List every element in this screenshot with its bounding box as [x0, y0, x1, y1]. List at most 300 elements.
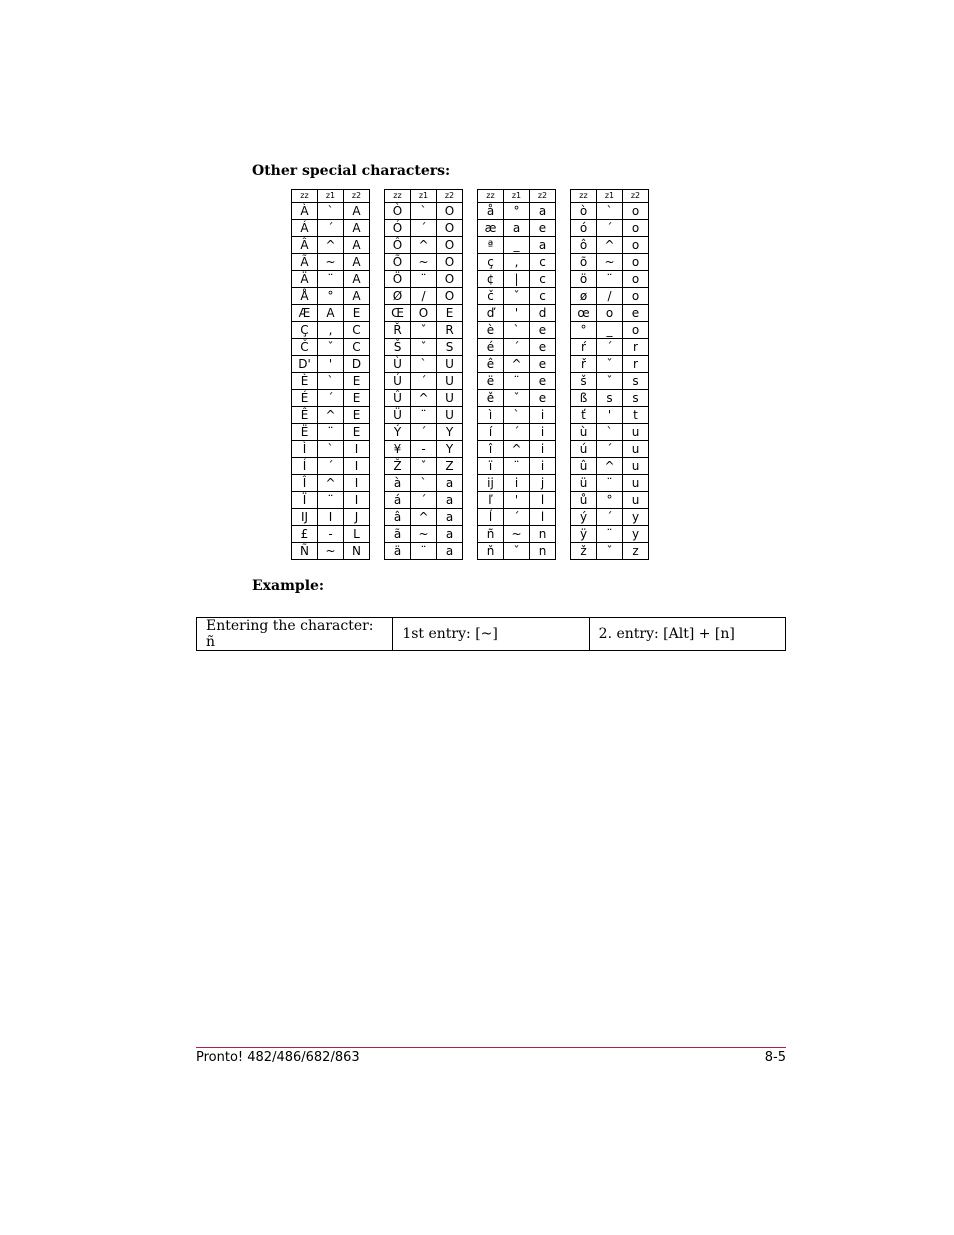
char-table-cell: d [530, 305, 556, 322]
char-table-cell: O [437, 254, 463, 271]
char-table-cell: õ [571, 254, 597, 271]
char-table-cell: z [623, 543, 649, 560]
char-table-row [292, 424, 370, 441]
char-table-row [292, 322, 370, 339]
char-table-cell: ď [478, 305, 504, 322]
char-table-cell: u [623, 475, 649, 492]
char-table-cell: S [437, 339, 463, 356]
char-table-cell: Ï [292, 492, 318, 509]
char-table-block-4 [570, 189, 649, 560]
char-table-cell: è [478, 322, 504, 339]
char-table-cell: ' [597, 407, 623, 424]
char-table-cell: Û [385, 390, 411, 407]
char-table-cell: À [292, 203, 318, 220]
char-table-cell: - [318, 526, 344, 543]
char-table-cell: ì [478, 407, 504, 424]
char-table-header-cell: z2 [437, 190, 463, 203]
char-table-cell: E [344, 373, 370, 390]
char-table-cell: | [504, 271, 530, 288]
char-table-row [478, 526, 556, 543]
char-table-cell: ¥ [385, 441, 411, 458]
char-table-row [478, 424, 556, 441]
char-table-cell: ij [478, 475, 504, 492]
char-table-cell: E [344, 305, 370, 322]
char-table-row [292, 373, 370, 390]
char-table-cell: a [530, 203, 556, 220]
char-table-row [385, 441, 463, 458]
char-table-row [385, 220, 463, 237]
char-table-cell: ' [504, 492, 530, 509]
char-table-row [385, 288, 463, 305]
char-table-cell: , [504, 254, 530, 271]
char-table-header-cell: z1 [597, 190, 623, 203]
char-table-row [385, 271, 463, 288]
char-table-cell: E [344, 390, 370, 407]
char-table-row [478, 458, 556, 475]
char-table-row [292, 220, 370, 237]
char-table-cell: D [344, 356, 370, 373]
char-table-cell: IJ [292, 509, 318, 526]
char-table-row [292, 288, 370, 305]
char-table-cell: ´ [504, 339, 530, 356]
char-table-cell: å [478, 203, 504, 220]
char-table-cell: ^ [597, 237, 623, 254]
char-table-cell: _ [597, 322, 623, 339]
char-table-cell: ê [478, 356, 504, 373]
char-table-cell: ÿ [571, 526, 597, 543]
char-table-cell: Y [437, 424, 463, 441]
char-table-row [292, 509, 370, 526]
char-table-cell: ° [571, 322, 597, 339]
char-table-cell: Ì [292, 441, 318, 458]
char-table-cell: c [530, 254, 556, 271]
char-table-cell: Ó [385, 220, 411, 237]
char-table-cell: È [292, 373, 318, 390]
char-table-row [571, 203, 649, 220]
char-table-row [478, 390, 556, 407]
char-table-cell: u [623, 492, 649, 509]
example-row [197, 618, 786, 651]
char-table-cell: ` [411, 475, 437, 492]
char-table-cell: ' [318, 356, 344, 373]
char-table-cell: Ô [385, 237, 411, 254]
char-table-cell: u [623, 441, 649, 458]
char-table-cell: Å [292, 288, 318, 305]
char-table-row [571, 407, 649, 424]
char-table-cell: Ø [385, 288, 411, 305]
char-table-cell: ť [571, 407, 597, 424]
char-table-row [478, 288, 556, 305]
char-table-cell: É [292, 390, 318, 407]
char-table-cell: i [530, 458, 556, 475]
char-table-cell: A [344, 288, 370, 305]
char-table-row [571, 509, 649, 526]
char-table-row [478, 407, 556, 424]
char-table-cell: ^ [318, 475, 344, 492]
char-table-row [292, 543, 370, 560]
char-table-cell: á [385, 492, 411, 509]
char-table-cell: a [437, 492, 463, 509]
char-table-header-cell: zz [571, 190, 597, 203]
char-table-cell: ø [571, 288, 597, 305]
char-table-row [292, 526, 370, 543]
char-table-cell: o [623, 254, 649, 271]
char-table-cell: U [437, 390, 463, 407]
char-table-cell: c [530, 271, 556, 288]
char-table-cell: Y [437, 441, 463, 458]
char-table-row [571, 288, 649, 305]
char-table-row [571, 475, 649, 492]
char-table-cell: Æ [292, 305, 318, 322]
char-table-cell: š [571, 373, 597, 390]
char-table-header-cell: z1 [504, 190, 530, 203]
char-table-row [292, 390, 370, 407]
char-table-cell: ~ [504, 526, 530, 543]
char-table-cell: ˇ [411, 339, 437, 356]
char-table-row [385, 237, 463, 254]
char-table-cell: é [478, 339, 504, 356]
char-table-cell: n [530, 526, 556, 543]
char-table-row [292, 407, 370, 424]
char-table-cell: ë [478, 373, 504, 390]
example-cell-first-entry: 1st entry: [~] [393, 618, 589, 651]
char-table-row [385, 373, 463, 390]
char-table-cell: ´ [597, 441, 623, 458]
char-table-cell: ŕ [571, 339, 597, 356]
char-table-cell: C [344, 339, 370, 356]
char-table-cell: Ä [292, 271, 318, 288]
char-table-row [292, 475, 370, 492]
char-table-cell: o [623, 271, 649, 288]
char-table-cell: e [623, 305, 649, 322]
char-table-cell: Ã [292, 254, 318, 271]
footer-product-name: Pronto! 482/486/682/863 [196, 1050, 360, 1065]
char-table-row [292, 458, 370, 475]
char-table-cell: ~ [318, 254, 344, 271]
char-table-cell: L [344, 526, 370, 543]
char-table-row [478, 305, 556, 322]
char-table-cell: ´ [597, 339, 623, 356]
char-table-cell: ~ [411, 526, 437, 543]
char-table-row [571, 220, 649, 237]
char-table-cell: ´ [411, 492, 437, 509]
char-table-cell: ˇ [504, 288, 530, 305]
char-table-row [571, 305, 649, 322]
char-table-cell: ˇ [597, 543, 623, 560]
char-table-row [292, 203, 370, 220]
char-table-cell: _ [504, 237, 530, 254]
char-table-header-cell: z2 [530, 190, 556, 203]
char-table-header-row [385, 190, 463, 203]
char-table-row [385, 509, 463, 526]
char-table-cell: I [344, 475, 370, 492]
char-table-cell: Š [385, 339, 411, 356]
char-table-cell: ß [571, 390, 597, 407]
char-table-cell: ` [597, 203, 623, 220]
char-table-cell: ˇ [411, 322, 437, 339]
char-table-cell: î [478, 441, 504, 458]
char-table-cell: ï [478, 458, 504, 475]
char-table-cell: Â [292, 237, 318, 254]
char-table-cell: e [530, 356, 556, 373]
char-table-row [478, 203, 556, 220]
char-table-cell: ´ [318, 220, 344, 237]
char-table-row [571, 271, 649, 288]
char-table-cell: ä [385, 543, 411, 560]
char-table-cell: ' [504, 305, 530, 322]
char-table-cell: o [623, 322, 649, 339]
char-table-cell: ´ [597, 220, 623, 237]
char-table-row [292, 441, 370, 458]
char-table-cell: ´ [411, 220, 437, 237]
char-table-row [385, 339, 463, 356]
char-table-row [571, 441, 649, 458]
example-table [196, 617, 786, 651]
char-table-row [571, 339, 649, 356]
char-table-row [385, 458, 463, 475]
char-table-cell: A [344, 220, 370, 237]
char-table-cell: ý [571, 509, 597, 526]
char-table-row [478, 492, 556, 509]
char-table-cell: ů [571, 492, 597, 509]
char-table-cell: ~ [411, 254, 437, 271]
char-table-cell: ´ [597, 509, 623, 526]
char-table-cell: t [623, 407, 649, 424]
char-table-cell: ô [571, 237, 597, 254]
char-table-cell: ´ [318, 458, 344, 475]
char-table-cell: ¨ [504, 458, 530, 475]
char-table-cell: ¨ [318, 492, 344, 509]
char-table-cell: U [437, 407, 463, 424]
char-table-cell: O [437, 271, 463, 288]
char-table-header-row [478, 190, 556, 203]
char-table-row [478, 441, 556, 458]
char-table-cell: O [437, 237, 463, 254]
char-table-cell: ° [504, 203, 530, 220]
char-table-cell: ž [571, 543, 597, 560]
char-table-cell: ª [478, 237, 504, 254]
char-table-cell: I [344, 458, 370, 475]
char-table-row [478, 220, 556, 237]
char-table-cell: ~ [597, 254, 623, 271]
char-table-row [478, 543, 556, 560]
char-table-cell: Î [292, 475, 318, 492]
char-table-cell: U [437, 356, 463, 373]
char-table-cell: ´ [318, 390, 344, 407]
char-table-cell: N [344, 543, 370, 560]
char-table-row [571, 458, 649, 475]
char-table-cell: ` [411, 356, 437, 373]
example-cell-second-entry: 2. entry: [Alt] + [n] [589, 618, 785, 651]
char-table-cell: o [623, 220, 649, 237]
char-table-row [478, 339, 556, 356]
char-table-cell: ¢ [478, 271, 504, 288]
char-table-cell: ř [571, 356, 597, 373]
char-table-row [292, 305, 370, 322]
char-table-cell: O [437, 288, 463, 305]
char-table-cell: ĺ [478, 509, 504, 526]
char-table-cell: Ý [385, 424, 411, 441]
char-table-cell: O [411, 305, 437, 322]
char-table-row [571, 356, 649, 373]
char-table-cell: ´ [411, 373, 437, 390]
char-table-cell: I [318, 509, 344, 526]
char-table-cell: a [504, 220, 530, 237]
char-table-cell: ¨ [318, 271, 344, 288]
char-table-row [292, 237, 370, 254]
char-table-block-3 [477, 189, 556, 560]
char-table-block-2 [384, 189, 463, 560]
char-table-cell: à [385, 475, 411, 492]
char-table-cell: ` [318, 373, 344, 390]
char-table-cell: ˇ [318, 339, 344, 356]
char-table-row [571, 373, 649, 390]
char-table-cell: ` [318, 203, 344, 220]
char-table-cell: U [437, 373, 463, 390]
char-table-row [385, 526, 463, 543]
char-table-cell: í [478, 424, 504, 441]
char-table-cell: j [530, 475, 556, 492]
char-table-cell: ` [504, 322, 530, 339]
char-table-cell: ò [571, 203, 597, 220]
char-table-row [385, 356, 463, 373]
char-table-cell: e [530, 339, 556, 356]
char-table-cell: ó [571, 220, 597, 237]
char-table-cell: æ [478, 220, 504, 237]
footer-page-number: 8-5 [764, 1050, 786, 1065]
char-table-cell: Á [292, 220, 318, 237]
char-table-cell: a [437, 543, 463, 560]
char-table-row [478, 322, 556, 339]
char-table-row [571, 390, 649, 407]
char-table-cell: l [530, 509, 556, 526]
char-table-cell: Õ [385, 254, 411, 271]
char-table-cell: Ë [292, 424, 318, 441]
char-table-row [385, 203, 463, 220]
char-table-cell: ˇ [597, 373, 623, 390]
char-table-cell: ` [318, 441, 344, 458]
char-table-cell: e [530, 322, 556, 339]
char-table-cell: ^ [597, 458, 623, 475]
char-table-cell: ù [571, 424, 597, 441]
char-table-cell: ` [411, 203, 437, 220]
char-table-cell: i [530, 407, 556, 424]
char-table-cell: œ [571, 305, 597, 322]
char-table-cell: J [344, 509, 370, 526]
char-table-cell: ^ [318, 237, 344, 254]
char-table-cell: O [437, 203, 463, 220]
char-table-row [292, 356, 370, 373]
char-table-cell: e [530, 220, 556, 237]
char-table-cell: ¨ [411, 271, 437, 288]
char-table-cell: a [437, 475, 463, 492]
char-table-cell: e [530, 373, 556, 390]
char-table-cell: s [597, 390, 623, 407]
char-table-cell: i [504, 475, 530, 492]
char-table-cell: Ú [385, 373, 411, 390]
char-table-cell: ° [318, 288, 344, 305]
char-table-cell: Ü [385, 407, 411, 424]
char-table-cell: Ř [385, 322, 411, 339]
char-table-row [478, 475, 556, 492]
char-table-cell: ¨ [597, 271, 623, 288]
char-table-cell: s [623, 390, 649, 407]
char-table-cell: ñ [478, 526, 504, 543]
char-table-cell: y [623, 509, 649, 526]
char-table-row [478, 356, 556, 373]
char-table-cell: ˇ [411, 458, 437, 475]
char-table-row [478, 237, 556, 254]
char-table-cell: ´ [504, 424, 530, 441]
char-table-row [292, 271, 370, 288]
char-table-cell: s [623, 373, 649, 390]
char-table-row [292, 254, 370, 271]
char-table-cell: ¨ [318, 424, 344, 441]
char-table-row [292, 492, 370, 509]
char-table-cell: ^ [318, 407, 344, 424]
char-table-cell: E [344, 424, 370, 441]
char-table-cell: ö [571, 271, 597, 288]
char-table-cell: - [411, 441, 437, 458]
char-table-row [478, 373, 556, 390]
char-table-header-cell: z2 [623, 190, 649, 203]
char-table-cell: A [344, 203, 370, 220]
char-table-cell: c [530, 288, 556, 305]
char-table-row [385, 407, 463, 424]
footer-divider [196, 1047, 786, 1048]
example-cell-character: Entering the character: ñ [197, 618, 393, 651]
char-table-row [385, 492, 463, 509]
char-table-cell: E [344, 407, 370, 424]
char-table-row [385, 254, 463, 271]
char-table-cell: Œ [385, 305, 411, 322]
char-table-cell: ľ [478, 492, 504, 509]
char-table-cell: ^ [411, 237, 437, 254]
char-table-row [385, 475, 463, 492]
char-table-cell: / [597, 288, 623, 305]
char-table-cell: ç [478, 254, 504, 271]
char-table-cell: u [623, 458, 649, 475]
char-table-cell: Ö [385, 271, 411, 288]
char-table-row [571, 322, 649, 339]
char-table-row [571, 254, 649, 271]
char-table-header-row [571, 190, 649, 203]
char-table-cell: y [623, 526, 649, 543]
char-table-cell: i [530, 424, 556, 441]
char-table-row [385, 305, 463, 322]
char-table-cell: C [344, 322, 370, 339]
char-table-cell: A [318, 305, 344, 322]
char-table-row [385, 424, 463, 441]
char-table-cell: i [530, 441, 556, 458]
char-table-row [571, 424, 649, 441]
char-table-cell: ~ [318, 543, 344, 560]
char-table-cell: ^ [411, 390, 437, 407]
char-table-cell: r [623, 339, 649, 356]
char-table-cell: O [437, 220, 463, 237]
char-table-cell: / [411, 288, 437, 305]
char-table-cell: o [623, 237, 649, 254]
char-table-cell: E [437, 305, 463, 322]
char-table-cell: Í [292, 458, 318, 475]
char-table-cell: Ž [385, 458, 411, 475]
char-table-cell: ` [597, 424, 623, 441]
char-table-cell: I [344, 492, 370, 509]
char-table-cell: ¨ [597, 475, 623, 492]
char-table-cell: R [437, 322, 463, 339]
char-table-header-cell: zz [385, 190, 411, 203]
char-table-row [385, 390, 463, 407]
